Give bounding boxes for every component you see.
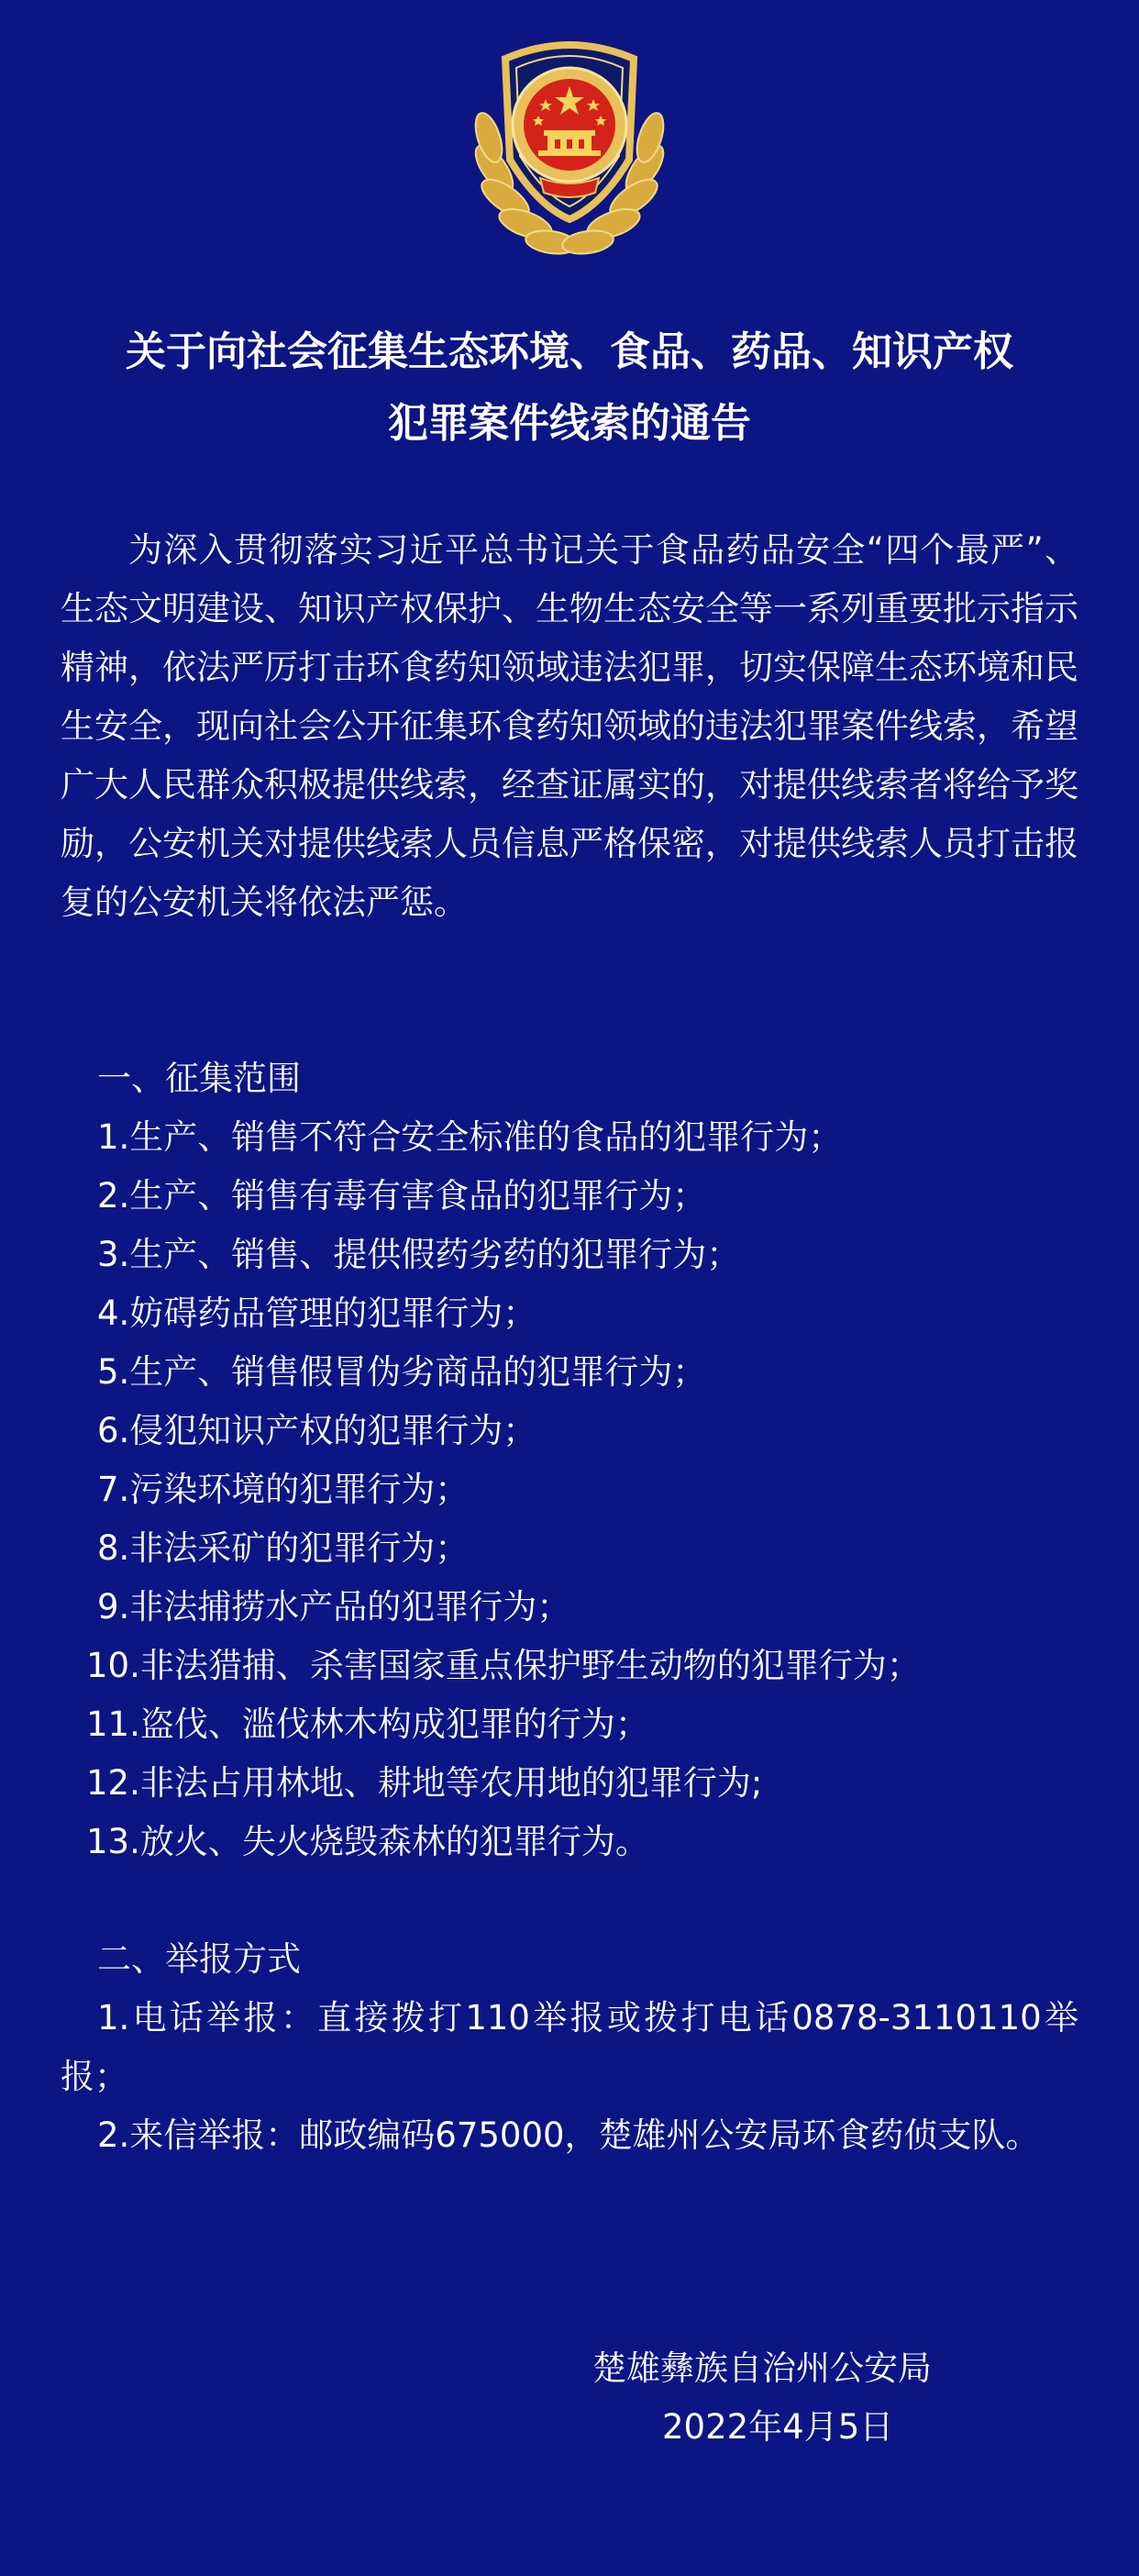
issue-date: 2022年4月5日 <box>662 2407 894 2447</box>
list-item: 8.非法采矿的犯罪行为； <box>97 1528 470 1568</box>
list-item: 6.侵犯知识产权的犯罪行为； <box>97 1411 537 1450</box>
report-methods-section <box>61 1930 1078 2165</box>
list-item: 12.非法占用林地、耕地等农用地的犯罪行为; <box>86 1763 763 1803</box>
list-item: 13.放火、失火烧毁森林的犯罪行为。 <box>86 1822 649 1861</box>
list-item: 11.盗伐、滥伐林木构成犯罪的行为； <box>86 1704 649 1744</box>
list-item: 1.电话举报：直接拨打110举报或拨打电话0878-3110110举报； <box>61 1998 1078 2096</box>
intro-block <box>61 521 1078 932</box>
emblem-container <box>0 22 1139 279</box>
list-item: 5.生产、销售假冒伪劣商品的犯罪行为； <box>97 1352 707 1392</box>
list-item: 2.来信举报：邮政编码675000，楚雄州公安局环食药侦支队。 <box>97 2115 1040 2155</box>
list-item: 7.污染环境的犯罪行为； <box>97 1470 470 1509</box>
list-item: 1.生产、销售不符合安全标准的食品的犯罪行为； <box>97 1117 843 1157</box>
list-item: 4.妨碍药品管理的犯罪行为； <box>97 1294 537 1333</box>
police-emblem-icon <box>441 22 698 279</box>
section-heading: 二、举报方式 <box>97 1939 301 1979</box>
notice-title-line-2: 犯罪案件线索的通告 <box>388 400 751 447</box>
list-item: 10.非法猎捕、杀害国家重点保护野生动物的犯罪行为； <box>86 1646 921 1685</box>
collection-scope-section <box>61 1049 1078 1871</box>
list-item: 2.生产、销售有毒有害食品的犯罪行为； <box>97 1176 707 1216</box>
issuing-organization: 楚雄彝族自治州公安局 <box>592 2348 932 2388</box>
notice-title <box>37 316 1102 460</box>
list-item: 3.生产、销售、提供假药劣药的犯罪行为； <box>97 1235 741 1274</box>
intro-paragraph: 为深入贯彻落实习近平总书记关于食品药品安全“四个最严”、生态文明建设、知识产权保护、生物生态安全等一系列重要批示指示精神，依法严厉打击环食药知领域违法犯罪，切实保障生态环境和民生安全，现向社会公开征集环食药知领域的违法犯罪案件线索，希望广大人民群众积极提供线索，经查证属实的，对提供线索者将给予奖励，公安机关对提供线索人员信息严格保密，对提供线索人员打击报复的公安机关将依法严惩。 <box>61 530 1078 922</box>
list-item: 9.非法捕捞水产品的犯罪行为； <box>97 1587 571 1627</box>
notice-title-line-1: 关于向社会征集生态环境、食品、药品、知识产权 <box>126 328 1013 375</box>
section-heading: 一、征集范围 <box>97 1059 301 1098</box>
